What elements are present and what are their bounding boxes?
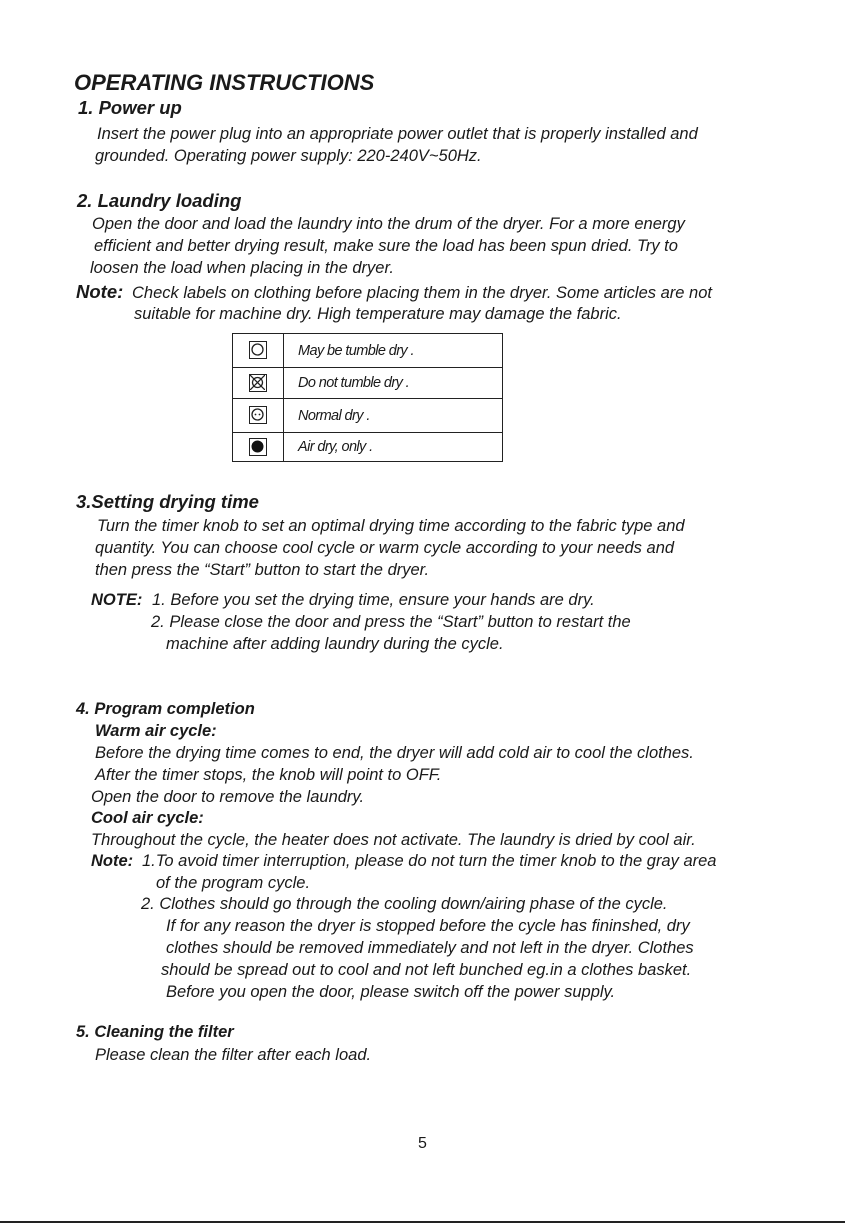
note-line: 1.To avoid timer interruption, please do not turn the timer knob to the gray area — [142, 852, 717, 870]
care-label: May be tumble dry . — [284, 334, 503, 368]
note-line: suitable for machine dry. High temperature may damage the fabric. — [134, 305, 622, 323]
note-line: Check labels on clothing before placing them in the dryer. Some articles are not — [132, 284, 712, 302]
paragraph-line: Open the door and load the laundry into the drum of the dryer. For a more energy — [92, 215, 685, 233]
note-line: 2. Please close the door and press the “Start” button to restart the — [151, 613, 631, 631]
note-label: Note: — [76, 281, 124, 302]
paragraph-line: Before the drying time comes to end, the dryer will add cold air to cool the clothes. — [95, 744, 694, 762]
care-symbol-table — [232, 333, 503, 462]
note-line: of the program cycle. — [156, 874, 311, 892]
bottom-rule — [0, 1221, 845, 1223]
paragraph-line: Turn the timer knob to set an optimal drying time according to the fabric type and — [97, 517, 685, 535]
page-number: 5 — [418, 1135, 427, 1152]
paragraph-line: Insert the power plug into an appropriate power outlet that is properly installed and — [97, 125, 698, 143]
note-line: machine after adding laundry during the cycle. — [166, 635, 504, 653]
note-line: If for any reason the dryer is stopped before the cycle has fininshed, dry — [166, 917, 690, 935]
table-row — [233, 334, 503, 368]
section-heading: 1. Power up — [78, 97, 182, 118]
section-heading: 3.Setting drying time — [76, 491, 259, 512]
paragraph-line: Please clean the filter after each load. — [95, 1046, 372, 1064]
section-heading: 2. Laundry loading — [77, 190, 242, 211]
page-title: OPERATING INSTRUCTIONS — [74, 70, 375, 95]
section-heading: 5. Cleaning the filter — [76, 1023, 234, 1041]
care-label: Normal dry . — [284, 399, 503, 433]
care-label: Do not tumble dry . — [284, 368, 503, 399]
normal-dry-icon — [249, 406, 267, 424]
tumble-dry-icon — [249, 341, 267, 359]
table-row — [233, 368, 503, 399]
paragraph-line: quantity. You can choose cool cycle or warm cycle according to your needs and — [95, 539, 675, 557]
note-line: Before you open the door, please switch off the power supply. — [166, 983, 616, 1001]
subheading-cool-air: Cool air cycle: — [91, 809, 204, 827]
note-line: clothes should be removed immediately and not left in the dryer. Clothes — [166, 939, 694, 957]
paragraph-line: Throughout the cycle, the heater does not activate. The laundry is dried by cool air. — [91, 831, 696, 849]
paragraph-line: then press the “Start” button to start the dryer. — [95, 561, 430, 579]
paragraph-line: After the timer stops, the knob will point to OFF. — [95, 766, 442, 784]
table-row — [233, 433, 503, 462]
note-label: Note: — [91, 852, 134, 870]
do-not-tumble-dry-icon — [249, 374, 267, 392]
table-row — [233, 399, 503, 433]
note-line: 2. Clothes should go through the cooling down/airing phase of the cycle. — [141, 895, 668, 913]
paragraph-line: grounded. Operating power supply: 220-240V~50Hz. — [95, 147, 482, 165]
air-dry-icon — [249, 438, 267, 456]
note-label: NOTE: — [91, 591, 143, 609]
care-label: Air dry, only . — [284, 433, 503, 462]
note-line: 1. Before you set the drying time, ensure your hands are dry. — [152, 591, 595, 609]
section-heading: 4. Program completion — [76, 700, 255, 718]
subheading-warm-air: Warm air cycle: — [95, 722, 217, 740]
paragraph-line: efficient and better drying result, make sure the load has been spun dried. Try to — [94, 237, 678, 255]
paragraph-line: loosen the load when placing in the dryer. — [90, 259, 394, 277]
note-line: should be spread out to cool and not left bunched eg.in a clothes basket. — [161, 961, 692, 979]
paragraph-line: Open the door to remove the laundry. — [91, 788, 365, 806]
